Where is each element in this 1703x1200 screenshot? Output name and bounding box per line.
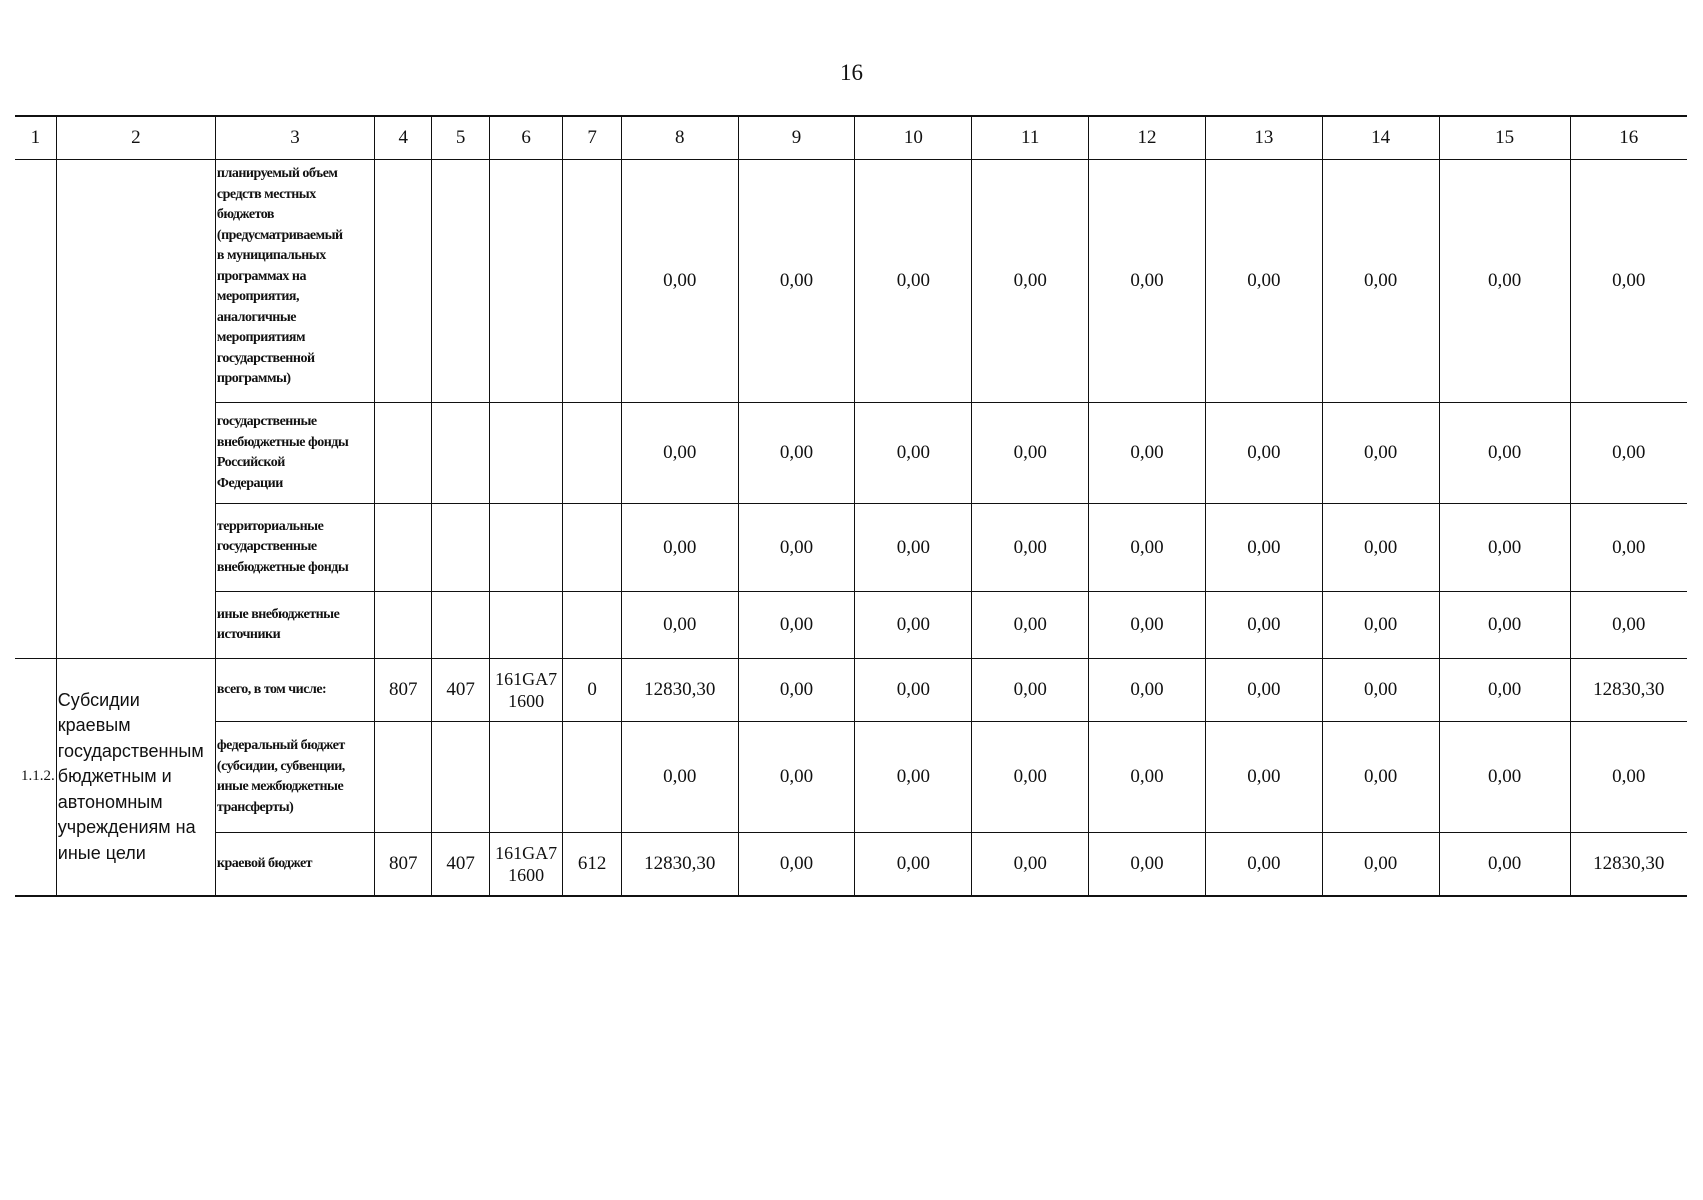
code-cell: 407 — [432, 833, 489, 896]
code-cell — [563, 722, 621, 833]
value-cell: 0,00 — [1089, 160, 1206, 403]
code-cell — [432, 160, 489, 403]
value-cell: 0,00 — [621, 160, 738, 403]
value-cell: 0,00 — [1322, 833, 1439, 896]
code-cell — [375, 592, 432, 659]
value-cell: 0,00 — [1322, 722, 1439, 833]
code-cell — [489, 403, 563, 504]
code-cell — [489, 722, 563, 833]
code-cell — [375, 504, 432, 592]
code-cell — [489, 160, 563, 403]
value-cell: 0,00 — [1205, 160, 1322, 403]
value-cell: 0,00 — [738, 504, 855, 592]
value-cell: 0,00 — [1205, 722, 1322, 833]
funding-source-cell: иные внебюджетные источники — [215, 592, 374, 659]
value-cell: 0,00 — [972, 659, 1089, 722]
header-cell: 10 — [855, 116, 972, 160]
value-cell: 0,00 — [738, 833, 855, 896]
header-cell: 7 — [563, 116, 621, 160]
table-row — [15, 504, 1687, 592]
value-cell: 0,00 — [1205, 659, 1322, 722]
code-cell — [432, 403, 489, 504]
code-cell — [489, 504, 563, 592]
value-cell: 0,00 — [621, 403, 738, 504]
value-cell: 0,00 — [1570, 592, 1687, 659]
code-cell: 807 — [375, 659, 432, 722]
value-cell: 12830,30 — [621, 833, 738, 896]
value-cell: 0,00 — [1570, 403, 1687, 504]
value-cell: 0,00 — [1089, 504, 1206, 592]
table-row — [15, 659, 1687, 722]
value-cell: 0,00 — [1439, 160, 1570, 403]
header-cell: 8 — [621, 116, 738, 160]
code-cell: 807 — [375, 833, 432, 896]
value-cell: 0,00 — [1322, 659, 1439, 722]
table-row — [15, 833, 1687, 896]
value-cell: 0,00 — [1570, 722, 1687, 833]
value-cell: 0,00 — [1570, 160, 1687, 403]
value-cell: 0,00 — [1322, 592, 1439, 659]
table-row — [15, 160, 1687, 403]
value-cell: 0,00 — [738, 722, 855, 833]
funding-source-cell: территориальные государственные внебюджетные фонды — [215, 504, 374, 592]
value-cell: 0,00 — [621, 722, 738, 833]
value-cell: 0,00 — [1439, 403, 1570, 504]
value-cell: 0,00 — [738, 659, 855, 722]
funding-source-cell: краевой бюджет — [215, 833, 374, 896]
header-cell: 14 — [1322, 116, 1439, 160]
code-cell: 161GA7 1600 — [489, 833, 563, 896]
value-cell: 0,00 — [1439, 722, 1570, 833]
code-cell — [432, 504, 489, 592]
header-cell: 1 — [15, 116, 56, 160]
value-cell: 0,00 — [855, 833, 972, 896]
header-cell: 5 — [432, 116, 489, 160]
value-cell: 0,00 — [1570, 504, 1687, 592]
header-cell: 9 — [738, 116, 855, 160]
value-cell: 0,00 — [1089, 659, 1206, 722]
row-name-cell: Субсидии краевым государственным бюджетным и автономным учреждениям на иные цели — [56, 659, 215, 896]
code-cell — [563, 403, 621, 504]
value-cell: 0,00 — [1439, 504, 1570, 592]
value-cell: 0,00 — [855, 160, 972, 403]
code-cell — [432, 592, 489, 659]
code-cell: 612 — [563, 833, 621, 896]
funding-source-cell: федеральный бюджет (субсидии, субвенции, иные межбюджетные трансферты) — [215, 722, 374, 833]
value-cell: 0,00 — [1322, 403, 1439, 504]
code-cell: 161GA7 1600 — [489, 659, 563, 722]
value-cell: 0,00 — [621, 592, 738, 659]
page-number: 16 — [840, 60, 863, 85]
value-cell: 0,00 — [1089, 833, 1206, 896]
value-cell: 0,00 — [1089, 403, 1206, 504]
value-cell: 0,00 — [738, 592, 855, 659]
header-cell: 16 — [1570, 116, 1687, 160]
value-cell: 0,00 — [1089, 592, 1206, 659]
code-cell — [375, 722, 432, 833]
code-cell — [563, 592, 621, 659]
value-cell: 0,00 — [1205, 592, 1322, 659]
table-header-row — [15, 116, 1687, 160]
value-cell: 0,00 — [972, 592, 1089, 659]
code-cell: 407 — [432, 659, 489, 722]
value-cell: 0,00 — [738, 160, 855, 403]
code-cell — [563, 160, 621, 403]
header-cell: 13 — [1205, 116, 1322, 160]
header-cell: 6 — [489, 116, 563, 160]
value-cell: 0,00 — [855, 592, 972, 659]
header-cell: 11 — [972, 116, 1089, 160]
value-cell: 0,00 — [855, 722, 972, 833]
value-cell: 0,00 — [855, 659, 972, 722]
value-cell: 0,00 — [1205, 504, 1322, 592]
code-cell — [432, 722, 489, 833]
value-cell: 0,00 — [972, 833, 1089, 896]
row-name-cell — [56, 160, 215, 659]
value-cell: 0,00 — [1089, 722, 1206, 833]
table-row — [15, 722, 1687, 833]
value-cell: 0,00 — [1322, 504, 1439, 592]
value-cell: 12830,30 — [621, 659, 738, 722]
row-number-cell: 1.1.2. — [15, 659, 56, 896]
code-cell: 0 — [563, 659, 621, 722]
value-cell: 0,00 — [972, 504, 1089, 592]
value-cell: 0,00 — [1205, 403, 1322, 504]
header-cell: 3 — [215, 116, 374, 160]
value-cell: 0,00 — [1322, 160, 1439, 403]
value-cell: 0,00 — [855, 504, 972, 592]
funding-source-cell: планируемый объем средств местных бюджетов (предусматриваемый в муниципальных программах на мероприятия, аналогичные мероприятиям государственной программы) — [215, 160, 374, 403]
code-cell — [375, 403, 432, 504]
value-cell: 0,00 — [972, 403, 1089, 504]
value-cell: 0,00 — [1205, 833, 1322, 896]
code-cell — [563, 504, 621, 592]
table-row — [15, 403, 1687, 504]
value-cell: 12830,30 — [1570, 833, 1687, 896]
value-cell: 0,00 — [972, 160, 1089, 403]
code-cell — [489, 592, 563, 659]
header-cell: 15 — [1439, 116, 1570, 160]
value-cell: 0,00 — [738, 403, 855, 504]
value-cell: 0,00 — [855, 403, 972, 504]
funding-source-cell: всего, в том числе: — [215, 659, 374, 722]
row-number-cell — [15, 160, 56, 659]
value-cell: 0,00 — [1439, 833, 1570, 896]
budget-table — [15, 115, 1687, 897]
table-row — [15, 592, 1687, 659]
value-cell: 0,00 — [1439, 659, 1570, 722]
value-cell: 0,00 — [1439, 592, 1570, 659]
header-cell: 2 — [56, 116, 215, 160]
value-cell: 12830,30 — [1570, 659, 1687, 722]
header-cell: 12 — [1089, 116, 1206, 160]
value-cell: 0,00 — [972, 722, 1089, 833]
funding-source-cell: государственные внебюджетные фонды Российской Федерации — [215, 403, 374, 504]
code-cell — [375, 160, 432, 403]
header-cell: 4 — [375, 116, 432, 160]
value-cell: 0,00 — [621, 504, 738, 592]
